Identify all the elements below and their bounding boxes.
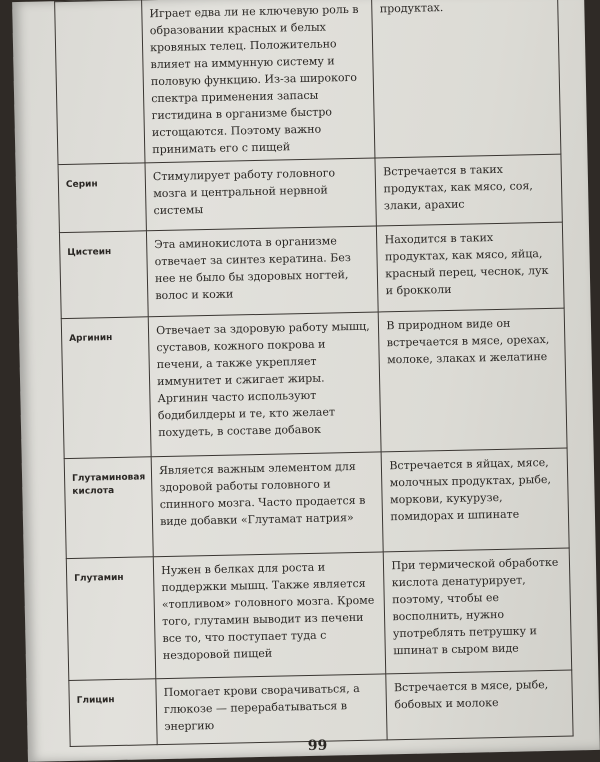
amino-acid-source: Встречается в таких продуктах, как мясо, соя, злаки, арахис [375, 154, 562, 226]
amino-acid-source: Встречается в мясе, рыбе, бобовых и молоке [386, 670, 573, 740]
amino-acid-name [55, 0, 146, 165]
amino-acid-name: Цистеин [59, 231, 148, 319]
amino-acid-name: Серин [58, 163, 147, 233]
table-row [66, 548, 571, 681]
amino-acid-table [54, 0, 574, 747]
amino-acid-source: При термической обработке кислота денатурирует, поэтому, чтобы ее восполнить, нужно употреблять петрушку и шпинат в сыром виде [384, 548, 572, 674]
amino-acid-source: Находится в таких продуктах, как мясо, яйца, красный перец, чеснок, лук и брокколи [377, 222, 564, 312]
amino-acid-name: Глутаминовая кислота [64, 457, 153, 559]
table-row [59, 222, 564, 319]
amino-acid-function: Является важным элементом для здоровой работы головного и спинного мозга. Часто продается в виде добавки «Глутамат натрия» [151, 452, 383, 557]
amino-acid-name: Глицин [69, 679, 157, 747]
table-row [55, 0, 561, 165]
amino-acid-source: Встречается в яйцах, мясе, молочных продуктах, рыбе, моркови, кукурузе, помидорах и шпинате [382, 448, 570, 552]
amino-acid-name: Глутамин [66, 557, 156, 681]
page-number: 99 [307, 737, 328, 755]
amino-acid-source: продуктах. [372, 0, 561, 158]
table-row [64, 448, 569, 559]
table-row [61, 308, 567, 459]
amino-acid-function: Отвечает за здоровую работу мышц, суставов, кожного покрова и печени, а также укрепляет иммунитет и сжигает жиры. Аргинин часто используют бодибилдеры и те, кто желает похудеть, в составе добавок [148, 312, 381, 457]
table-row [69, 670, 573, 747]
table-row [58, 154, 562, 233]
book-page [12, 0, 600, 762]
amino-acid-name: Аргинин [61, 317, 151, 459]
amino-acid-source: В природном виде он встречается в мясе, орехах, молоке, злаках и желатине [379, 308, 567, 452]
amino-acid-function: Нужен в белках для роста и поддержки мышц. Также является «топливом» головного мозга. Кроме того, глутамин выводит из печени все то, что поступает туда с нездоровой пищей [153, 552, 386, 679]
amino-acid-function: Помогает крови сворачиваться, а глюкозе — перерабатываться в энергию [156, 674, 388, 745]
amino-acid-function: Эта аминокислота в организме отвечает за синтез кератина. Без нее не было бы здоровых ногтей, волос и кожи [147, 226, 379, 317]
amino-acid-function: Стимулирует работу головного мозга и центральной нервной системы [145, 158, 377, 231]
amino-acid-function: Играет едва ли не ключевую роль в образовании красных и белых кровяных телец. Положительно влияет на иммунную систему и половую функцию. Из-за широкого спектра применения запасы гистидина в организме быстро истощаются. Поэтому важно принимать его с пищей [142, 0, 376, 163]
